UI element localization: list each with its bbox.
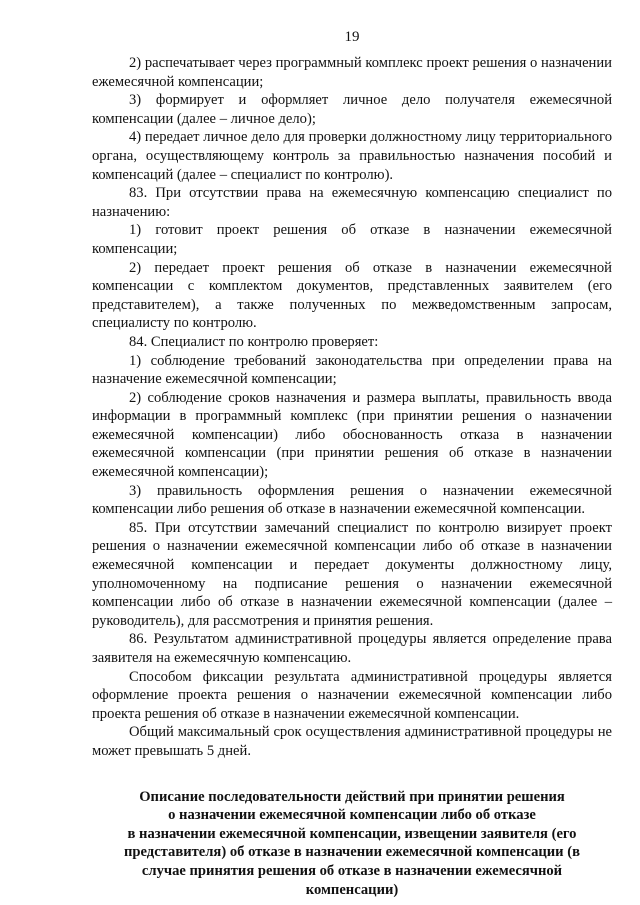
- heading-line: Описание последовательности действий при принятии решения: [139, 788, 565, 805]
- page-number: 19: [344, 29, 360, 45]
- section-heading: [92, 788, 612, 900]
- paragraph-84: 84. Специалист по контролю проверяет:: [129, 333, 379, 350]
- paragraph-item-2: 2) распечатывает через программный комплекс проект решения о назначении ежемесячной компенсации;: [92, 55, 612, 90]
- heading-line: в назначении ежемесячной компенсации, извещении заявителя (его: [127, 825, 577, 842]
- paragraph-item-3: 3) формирует и оформляет личное дело получателя ежемесячной компенсации (далее – личное дело);: [92, 92, 612, 127]
- paragraph-max-term: Общий максимальный срок осуществления административной процедуры не может превышать 5 дней.: [92, 724, 612, 759]
- heading-line: о назначении ежемесячной компенсации либо об отказе: [168, 807, 536, 824]
- paragraph-fixation-method: Способом фиксации результата административной процедуры является оформление проекта решения о назначении ежемесячной компенсации либо проекта решения об отказе в назначении ежемесячной компенсации.: [92, 668, 612, 722]
- paragraph-85: 85. При отсутствии замечаний специалист по контролю визирует проект решения о назначении ежемесячной компенсации либо об отказе в назначении ежемесячной компенсации и передает документы должностному лицу, уполномоченному на подписание решения о назначении ежемесячной компенсации либо об отказе в назначении ежемесячной компенсации (далее – руководитель), для рассмотрения и принятия решения.: [92, 519, 612, 629]
- heading-line: случае принятия решения об отказе в назначении ежемесячной: [141, 862, 563, 879]
- paragraph-84-item-1: 1) соблюдение требований законодательства при определении права на назначение ежемесячной компенсации;: [92, 352, 612, 388]
- paragraph-83-item-1: 1) готовит проект решения об отказе в назначении ежемесячной компенсации;: [92, 222, 612, 257]
- document-page: [92, 28, 612, 899]
- paragraph-83: 83. При отсутствии права на ежемесячную компенсацию специалист по назначению:: [92, 185, 612, 220]
- paragraph-83-item-2: 2) передает проект решения об отказе в назначении ежемесячной компенсации с комплектом документов, представленных заявителем (его представителем), а также полученных по межведомственным запросам, специалисту по контролю.: [92, 259, 612, 332]
- paragraph-86: 86. Результатом административной процедуры является определение права заявителя на ежемесячную компенсацию.: [92, 631, 612, 666]
- paragraph-84-item-2: 2) соблюдение сроков назначения и размера выплаты, правильность ввода информации в программный комплекс (при принятии решения о назначении ежемесячной компенсации) либо обоснованность отказа в назначении ежемесячной компенсации (при принятии решения об отказе в назначении ежемесячной компенсации);: [92, 389, 612, 481]
- heading-line: представителя) об отказе в назначении ежемесячной компенсации (в: [124, 844, 580, 861]
- paragraph-84-item-3: 3) правильность оформления решения о назначении ежемесячной компенсации либо решения об отказе в назначении ежемесячной компенсации.: [92, 482, 612, 518]
- paragraph-item-4: 4) передает личное дело для проверки должностному лицу территориального органа, осуществляющему контроль за правильностью назначения пособий и компенсаций (далее – специалист по контролю).: [92, 129, 612, 183]
- heading-line: компенсации): [305, 881, 399, 898]
